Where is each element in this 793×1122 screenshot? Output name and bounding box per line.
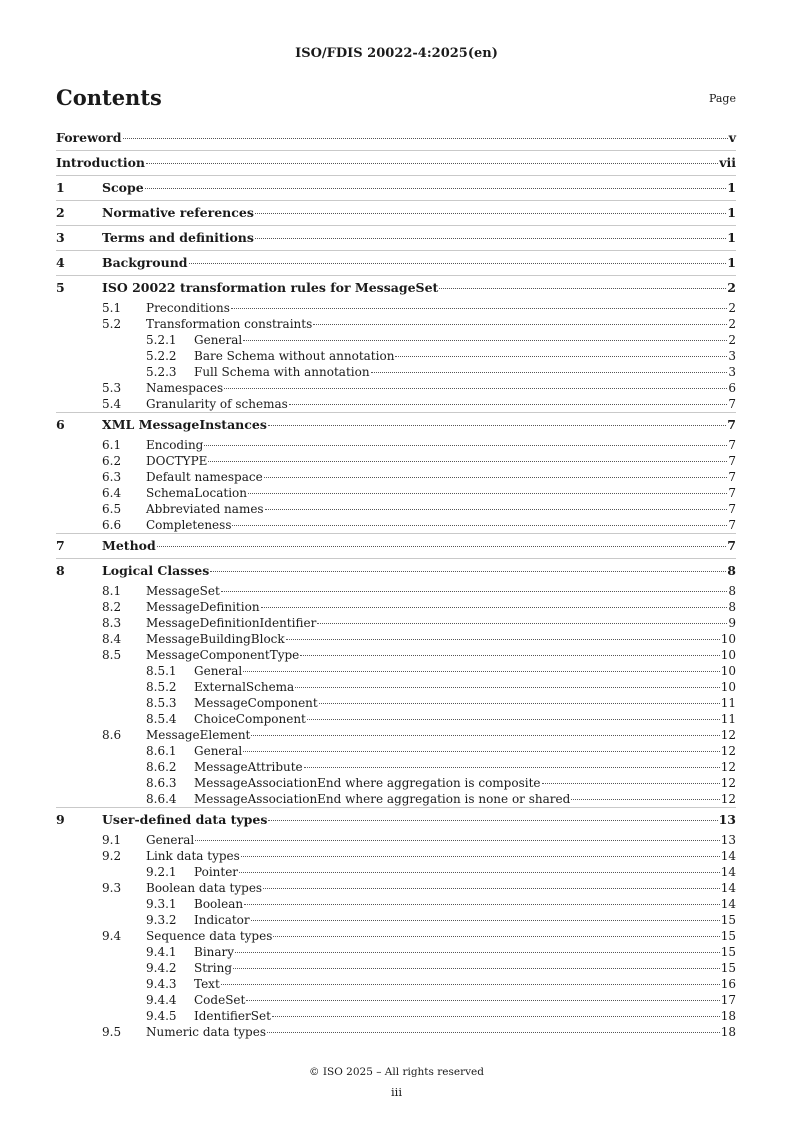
toc-entry-page: 1	[727, 230, 736, 245]
toc-entry-number: 8.3	[102, 616, 122, 630]
dot-leader	[571, 799, 719, 800]
toc-entry-label: MessageBuildingBlock	[146, 632, 285, 646]
toc-entry[interactable]	[56, 976, 736, 992]
toc-entry-label: SchemaLocation	[146, 486, 247, 500]
toc-entry[interactable]	[56, 380, 736, 396]
toc-entry-page: 7	[728, 518, 736, 532]
dot-leader	[221, 984, 720, 985]
toc-entry[interactable]	[56, 695, 736, 711]
toc-entry[interactable]	[56, 332, 736, 348]
toc-entry[interactable]	[56, 832, 736, 848]
toc-entry[interactable]	[56, 912, 736, 928]
toc-entry[interactable]	[56, 615, 736, 631]
dot-leader	[300, 655, 719, 656]
dot-leader	[265, 509, 728, 510]
dot-leader	[395, 356, 727, 357]
toc-entry[interactable]	[56, 275, 736, 300]
copyright-footer: © ISO 2025 – All rights reserved	[309, 1066, 484, 1078]
dot-leader	[241, 856, 720, 857]
toc-entry-number: 8.6.1	[146, 744, 177, 758]
dot-leader	[264, 477, 728, 478]
toc-entry[interactable]	[56, 679, 736, 695]
toc-entry-label: Namespaces	[146, 381, 224, 395]
toc-entry-number: 9.1	[102, 833, 122, 847]
toc-entry-page: 10	[720, 648, 736, 662]
toc-entry-page: 15	[720, 945, 736, 959]
dot-leader	[204, 445, 727, 446]
toc-entry-number: 6	[56, 417, 65, 432]
toc-entry[interactable]	[56, 599, 736, 615]
toc-entry-label: MessageComponent	[194, 696, 318, 710]
toc-entry-number: 6.3	[102, 470, 122, 484]
document-header: ISO/FDIS 20022-4:2025(en)	[295, 46, 498, 61]
toc-entry[interactable]	[56, 453, 736, 469]
toc-entry-number: 9.5	[102, 1025, 122, 1039]
toc-entry-label: MessageAssociationEnd where aggregation is none or shared	[194, 792, 571, 806]
dot-leader	[371, 372, 728, 373]
toc-entry-label: General	[194, 333, 243, 347]
toc-entry-label: Abbreviated names	[146, 502, 264, 516]
toc-entry-page: 15	[720, 961, 736, 975]
page-column-label: Page	[708, 92, 736, 105]
toc-entry-number: 8.5.1	[146, 664, 177, 678]
toc-entry-label: Boolean	[194, 897, 244, 911]
toc-entry-page: 15	[720, 913, 736, 927]
toc-entry-label: CodeSet	[194, 993, 246, 1007]
toc-entry[interactable]	[56, 583, 736, 599]
toc-entry-page: 14	[720, 897, 736, 911]
toc-entry-label: Sequence data types	[146, 929, 273, 943]
dot-leader	[251, 735, 719, 736]
toc-entry-page: 2	[728, 333, 736, 347]
toc-entry-page: 8	[728, 600, 736, 614]
dot-leader	[295, 687, 720, 688]
toc-entry-page: 16	[720, 977, 736, 991]
toc-entry-number: 8.4	[102, 632, 122, 646]
dot-leader	[221, 591, 728, 592]
dot-leader	[146, 163, 718, 164]
toc-entry-label: Indicator	[194, 913, 250, 927]
toc-entry-label: XML MessageInstances	[102, 417, 267, 432]
toc-entry[interactable]	[56, 848, 736, 864]
toc-entry-number: 8.6	[102, 728, 122, 742]
toc-entry-label: Text	[194, 977, 220, 991]
toc-entry-number: 1	[56, 180, 65, 195]
toc-entry[interactable]	[56, 200, 736, 225]
toc-entry-page: 12	[720, 792, 736, 806]
toc-entry-number: 8.5	[102, 648, 122, 662]
toc-entry-label: Granularity of schemas	[146, 397, 288, 411]
toc-entry-label: String	[194, 961, 233, 975]
dot-leader	[243, 671, 719, 672]
toc-entry[interactable]	[56, 126, 736, 150]
dot-leader	[304, 767, 720, 768]
dot-leader	[317, 623, 727, 624]
toc-entry[interactable]	[56, 743, 736, 759]
dot-leader	[235, 952, 720, 953]
dot-leader	[233, 968, 720, 969]
toc-entry-label: ExternalSchema	[194, 680, 295, 694]
toc-entry-page: 2	[728, 317, 736, 331]
toc-entry[interactable]	[56, 1008, 736, 1024]
toc-entry[interactable]	[56, 558, 736, 583]
toc-entry-number: 8.5.4	[146, 712, 177, 726]
dot-leader	[231, 308, 727, 309]
toc-entry[interactable]	[56, 364, 736, 380]
toc-entry-page: 15	[720, 929, 736, 943]
toc-entry-page: 10	[720, 664, 736, 678]
toc-entry-page: 7	[728, 486, 736, 500]
toc-entry[interactable]	[56, 250, 736, 275]
toc-entry-number: 9.2	[102, 849, 122, 863]
toc-entry-page: 13	[718, 812, 736, 827]
toc-entry-page: 7	[727, 538, 736, 553]
toc-entry-page: vii	[719, 155, 736, 170]
toc-entry-number: 8.6.2	[146, 760, 177, 774]
dot-leader	[439, 288, 726, 289]
toc-entry-label: MessageDefinition	[146, 600, 260, 614]
toc-entry-number: 9.3	[102, 881, 122, 895]
toc-entry-number: 5.2.1	[146, 333, 177, 347]
toc-entry-label: Preconditions	[146, 301, 230, 315]
toc-entry[interactable]	[56, 775, 736, 791]
toc-entry-label: Default namespace	[146, 470, 263, 484]
toc-entry[interactable]	[56, 880, 736, 896]
toc-entry[interactable]	[56, 663, 736, 679]
toc-entry-label: Scope	[102, 180, 144, 195]
toc-entry-number: 4	[56, 255, 65, 270]
toc-entry-page: 7	[728, 438, 736, 452]
toc-entry-page: 7	[727, 417, 736, 432]
toc-entry-page: 12	[720, 744, 736, 758]
toc-entry-page: 14	[720, 849, 736, 863]
toc-entry-label: Logical Classes	[102, 563, 210, 578]
dot-leader	[286, 639, 720, 640]
toc-entry-page: 18	[720, 1025, 736, 1039]
toc-entry-page: 7	[728, 397, 736, 411]
dot-leader	[272, 1016, 720, 1017]
toc-entry-number: 8.6.4	[146, 792, 177, 806]
toc-entry-label: DOCTYPE	[146, 454, 208, 468]
toc-entry-number: 8.6.3	[146, 776, 177, 790]
dot-leader	[246, 1000, 719, 1001]
footer-page-number: iii	[390, 1085, 403, 1099]
toc-entry-page: 17	[720, 993, 736, 1007]
toc-entry-label: Background	[102, 255, 188, 270]
toc-entry-page: 2	[728, 301, 736, 315]
toc-entry[interactable]	[56, 631, 736, 647]
toc-entry[interactable]	[56, 437, 736, 453]
toc-entry-page: 3	[728, 365, 736, 379]
toc-entry-number: 9.4.5	[146, 1009, 177, 1023]
toc-entry-number: 8.2	[102, 600, 122, 614]
toc-entry-label: MessageElement	[146, 728, 251, 742]
toc-entry-number: 6.5	[102, 502, 122, 516]
toc-entry-label: IdentifierSet	[194, 1009, 271, 1023]
toc-entry-page: 11	[720, 696, 736, 710]
toc-entry[interactable]	[56, 412, 736, 437]
toc-entry-number: 9	[56, 812, 65, 827]
toc-entry-page: 1	[727, 180, 736, 195]
toc-entry[interactable]	[56, 647, 736, 663]
toc-entry-label: Foreword	[56, 130, 122, 145]
toc-entry-page: 11	[720, 712, 736, 726]
toc-entry-page: 9	[728, 616, 736, 630]
dot-leader	[145, 188, 727, 189]
toc-entry[interactable]	[56, 896, 736, 912]
toc-entry[interactable]	[56, 316, 736, 332]
toc-entry-page: 13	[720, 833, 736, 847]
dot-leader	[263, 888, 720, 889]
toc-entry-number: 9.4.3	[146, 977, 177, 991]
toc-entry-page: 1	[727, 205, 736, 220]
toc-entry-number: 8	[56, 563, 65, 578]
dot-leader	[248, 493, 727, 494]
toc-entry-number: 8.1	[102, 584, 122, 598]
toc-entry-number: 9.4.1	[146, 945, 177, 959]
dot-leader	[239, 872, 720, 873]
toc-entry-page: 1	[727, 255, 736, 270]
dot-leader	[123, 138, 728, 139]
toc-entry-page: 18	[720, 1009, 736, 1023]
toc-entry-page: 7	[728, 470, 736, 484]
dot-leader	[273, 936, 719, 937]
dot-leader	[261, 607, 728, 608]
dot-leader	[289, 404, 728, 405]
toc-entry-number: 5	[56, 280, 65, 295]
toc-entry-label: MessageAssociationEnd where aggregation is composite	[194, 776, 541, 790]
dot-leader	[244, 904, 720, 905]
dot-leader	[195, 840, 719, 841]
toc-entry-page: 12	[720, 728, 736, 742]
toc-entry-number: 7	[56, 538, 65, 553]
toc-entry-page: 3	[728, 349, 736, 363]
toc-entry-label: Binary	[194, 945, 235, 959]
toc-entry-label: Transformation constraints	[146, 317, 313, 331]
toc-entry-page: 8	[727, 563, 736, 578]
toc-entry-page: 10	[720, 632, 736, 646]
toc-entry-label: MessageComponentType	[146, 648, 300, 662]
toc-entry[interactable]	[56, 348, 736, 364]
contents-title: Contents	[56, 85, 162, 110]
toc-entry-page: 14	[720, 865, 736, 879]
toc-entry[interactable]	[56, 960, 736, 976]
toc-entry-page: 14	[720, 881, 736, 895]
toc-entry-page: 6	[728, 381, 736, 395]
dot-leader	[268, 820, 717, 821]
toc-entry-page: 8	[728, 584, 736, 598]
toc-entry[interactable]	[56, 727, 736, 743]
toc-entry-label: General	[146, 833, 195, 847]
toc-entry-label: ISO 20022 transformation rules for MessageSet	[102, 280, 439, 295]
dot-leader	[224, 388, 727, 389]
toc-entry[interactable]	[56, 225, 736, 250]
toc-entry[interactable]	[56, 469, 736, 485]
dot-leader	[189, 263, 727, 264]
toc-entry-label: Introduction	[56, 155, 146, 170]
toc-entry[interactable]	[56, 944, 736, 960]
toc-entry-number: 9.4.2	[146, 961, 177, 975]
toc-entry-label: Boolean data types	[146, 881, 263, 895]
toc-entry-label: Bare Schema without annotation	[194, 349, 395, 363]
toc-entry-label: Terms and definitions	[102, 230, 254, 245]
toc-entry-label: Link data types	[146, 849, 240, 863]
dot-leader	[210, 571, 726, 572]
toc-entry-page: 7	[728, 454, 736, 468]
toc-entry-label: Full Schema with annotation	[194, 365, 370, 379]
toc-entry-number: 5.1	[102, 301, 122, 315]
dot-leader	[255, 238, 726, 239]
toc-entry-label: Method	[102, 538, 156, 553]
dot-leader	[208, 461, 727, 462]
toc-entry-number: 5.2.2	[146, 349, 177, 363]
dot-leader	[542, 783, 720, 784]
dot-leader	[251, 920, 720, 921]
toc-entry-page: 7	[728, 502, 736, 516]
toc-entry[interactable]	[56, 533, 736, 558]
toc-entry-number: 8.5.3	[146, 696, 177, 710]
toc-entry[interactable]	[56, 807, 736, 832]
toc-entry-number: 6.6	[102, 518, 122, 532]
toc-entry-label: User-defined data types	[102, 812, 268, 827]
dot-leader	[243, 751, 719, 752]
toc-entry[interactable]	[56, 711, 736, 727]
toc-entry-page: v	[728, 130, 736, 145]
toc-entry[interactable]	[56, 992, 736, 1008]
toc-entry-label: MessageAttribute	[194, 760, 303, 774]
dot-leader	[157, 546, 727, 547]
toc-entry-number: 6.4	[102, 486, 122, 500]
toc-entry-label: General	[194, 744, 243, 758]
toc-entry[interactable]	[56, 300, 736, 316]
toc-entry[interactable]	[56, 1024, 736, 1040]
dot-leader	[313, 324, 727, 325]
toc-entry-label: General	[194, 664, 243, 678]
dot-leader	[255, 213, 726, 214]
toc-entry-number: 5.3	[102, 381, 122, 395]
toc-entry-number: 9.4.4	[146, 993, 177, 1007]
dot-leader	[307, 719, 720, 720]
toc-entry-label: Normative references	[102, 205, 254, 220]
toc-entry-page: 10	[720, 680, 736, 694]
toc-entry-label: MessageSet	[146, 584, 220, 598]
toc-entry[interactable]	[56, 791, 736, 807]
toc-entry[interactable]	[56, 759, 736, 775]
toc-entry-number: 5.2	[102, 317, 122, 331]
toc-entry-page: 2	[727, 280, 736, 295]
toc-entry[interactable]	[56, 517, 736, 533]
toc-entry-label: Completeness	[146, 518, 232, 532]
toc-entry-number: 6.2	[102, 454, 122, 468]
toc-entry[interactable]	[56, 396, 736, 412]
toc-entry[interactable]	[56, 501, 736, 517]
dot-leader	[243, 340, 727, 341]
toc-entry-label: Pointer	[194, 865, 239, 879]
dot-leader	[268, 425, 726, 426]
toc-entry-page: 12	[720, 776, 736, 790]
toc-entry[interactable]	[56, 175, 736, 200]
toc-entry[interactable]	[56, 150, 736, 175]
toc-entry-number: 9.2.1	[146, 865, 177, 879]
toc-entry-number: 9.4	[102, 929, 122, 943]
toc-entry-number: 6.1	[102, 438, 122, 452]
toc-entry-label: Numeric data types	[146, 1025, 266, 1039]
toc-entry-number: 5.4	[102, 397, 122, 411]
toc-entry-label: Encoding	[146, 438, 204, 452]
toc-entry[interactable]	[56, 928, 736, 944]
toc-entry[interactable]	[56, 485, 736, 501]
dot-leader	[232, 525, 727, 526]
toc-entry-number: 2	[56, 205, 65, 220]
toc-entry[interactable]	[56, 864, 736, 880]
toc-entry-label: MessageDefinitionIdentifier	[146, 616, 317, 630]
toc-entry-number: 8.5.2	[146, 680, 177, 694]
toc-entry-number: 3	[56, 230, 65, 245]
toc-entry-number: 9.3.1	[146, 897, 177, 911]
toc-entry-page: 12	[720, 760, 736, 774]
dot-leader	[267, 1032, 720, 1033]
toc-entry-number: 5.2.3	[146, 365, 177, 379]
table-of-contents	[56, 126, 736, 1040]
toc-entry-number: 9.3.2	[146, 913, 177, 927]
toc-entry-label: ChoiceComponent	[194, 712, 306, 726]
dot-leader	[319, 703, 720, 704]
